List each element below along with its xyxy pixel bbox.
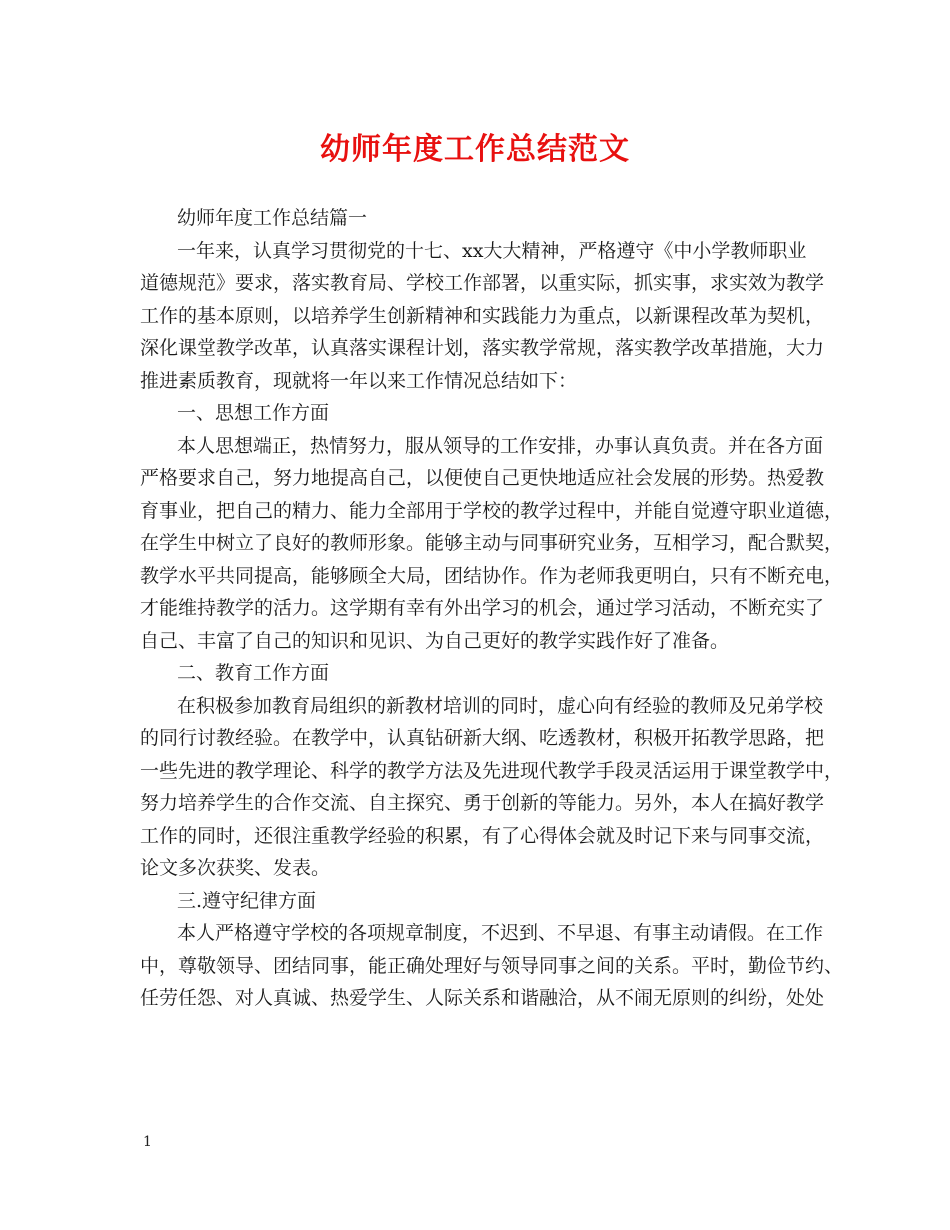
body-line: 本人严格遵守学校的各项规章制度，不迟到、不早退、有事主动请假。在工作 xyxy=(177,922,824,944)
body-line: 任劳任怨、对人真诚、热爱学生、人际关系和谐融洽，从不闹无原则的纠纷，处处 xyxy=(140,987,825,1009)
body-line: 工作的基本原则，以培养学生创新精神和实践能力为重点，以新课程改革为契机， xyxy=(140,304,825,327)
body-line: 努力培养学生的合作交流、自主探究、勇于创新的等能力。另外，本人在搞好教学 xyxy=(140,792,825,814)
body-line: 自己、丰富了自己的知识和见识、为自己更好的教学实践作好了准备。 xyxy=(140,629,730,652)
body-line: 道德规范》要求，落实教育局、学校工作部署，以重实际，抓实事，求实效为教学 xyxy=(140,272,825,294)
document-body xyxy=(140,202,844,1015)
document-title: 幼师年度工作总结范文 xyxy=(320,132,630,167)
body-line: 深化课堂教学改革，认真落实课程计划，落实教学常规，落实教学改革措施，大力 xyxy=(140,337,825,359)
body-line: 本人思想端正，热情努力，服从领导的工作安排，办事认真负责。并在各方面 xyxy=(177,434,824,457)
body-line: 工作的同时，还很注重教学经验的积累，有了心得体会就及时记下来与同事交流， xyxy=(140,824,825,847)
body-line: 论文多次获奖、发表。 xyxy=(140,857,331,879)
body-line: 才能维持教学的活力。这学期有幸有外出学习的机会，通过学习活动，不断充实了 xyxy=(140,597,825,619)
body-line: 在学生中树立了良好的教师形象。能够主动与同事研究业务，互相学习，配合默契， xyxy=(140,532,844,554)
page-number: 1 xyxy=(143,1134,152,1150)
body-line: 一些先进的教学理论、科学的教学方法及先进现代教学手段灵活运用于课堂教学中， xyxy=(140,759,844,782)
body-line: 一、思想工作方面 xyxy=(177,402,330,424)
body-line: 三.遵守纪律方面 xyxy=(177,889,317,912)
body-line: 推进素质教育，现就将一年以来工作情况总结如下： xyxy=(140,369,578,392)
body-line: 在积极参加教育局组织的新教材培训的同时，虚心向有经验的教师及兄弟学校 xyxy=(177,694,824,717)
body-line: 二、教育工作方面 xyxy=(177,662,330,684)
body-line: 中，尊敬领导、团结同事，能正确处理好与领导同事之间的关系。平时，勤俭节约、 xyxy=(140,954,844,977)
body-line: 教学水平共同提高，能够顾全大局，团结协作。作为老师我更明白，只有不断充电， xyxy=(140,564,844,587)
body-line: 育事业，把自己的精力、能力全部用于学校的教学过程中，并能自觉遵守职业道德， xyxy=(140,499,844,522)
body-line: 一年来，认真学习贯彻党的十七、xx大大精神，严格遵守《中小学教师职业 xyxy=(177,239,807,262)
body-line: 幼师年度工作总结篇一 xyxy=(177,207,368,229)
body-line: 严格要求自己，努力地提高自己，以便使自己更快地适应社会发展的形势。热爱教 xyxy=(140,467,825,489)
body-line: 的同行讨教经验。在教学中，认真钻研新大纲、吃透教材，积极开拓教学思路，把 xyxy=(140,727,825,749)
